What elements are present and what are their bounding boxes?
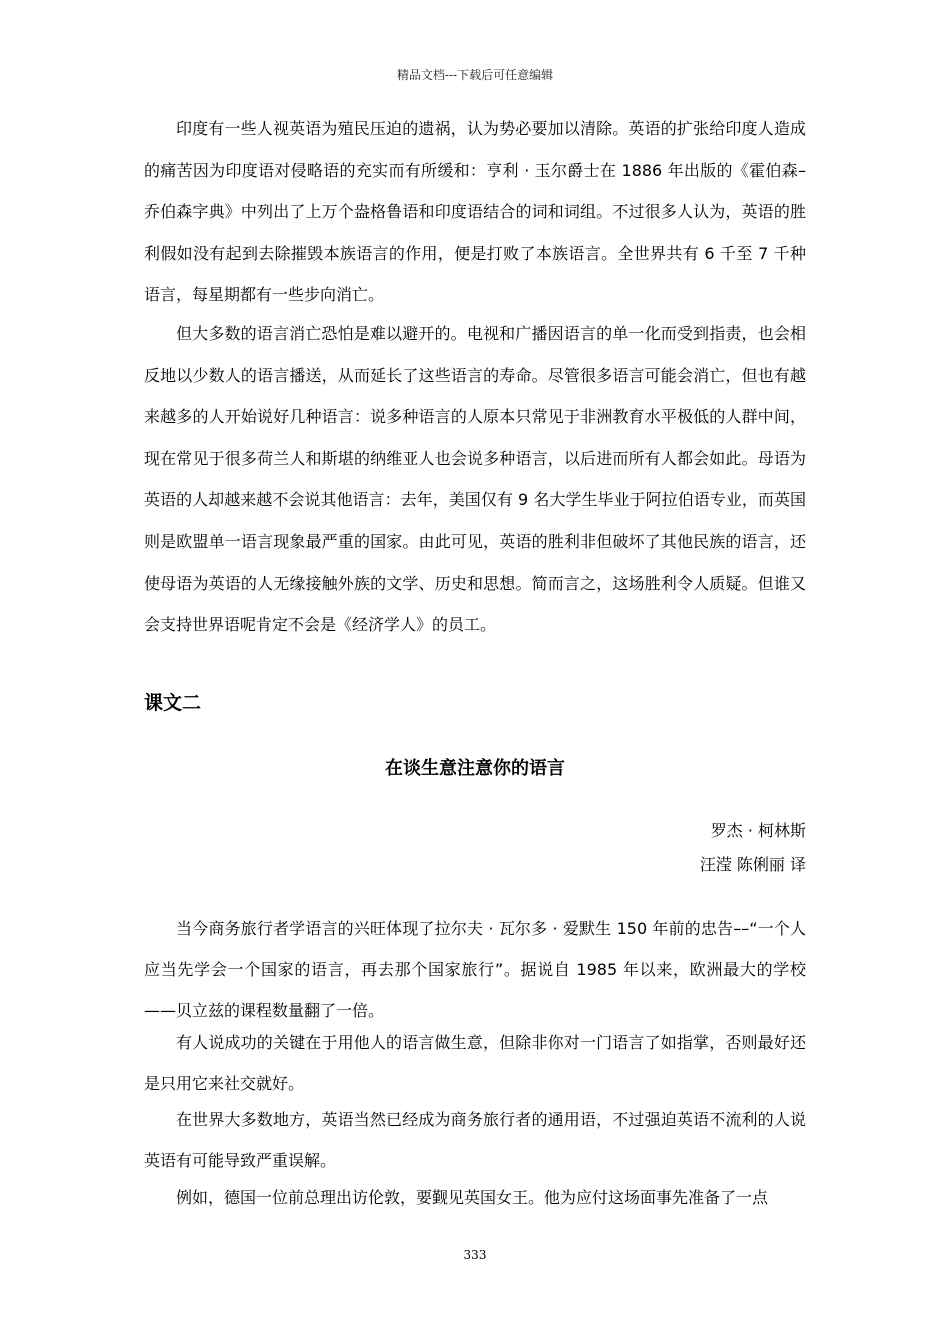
section-heading: 课文二 (144, 692, 202, 714)
paragraph-india-english: 印度有一些人视英语为殖民压迫的遗祸，认为势必要加以清除。英语的扩张给印度人造成的痛苦因为印度语对侵略语的充实而有所缓和：亨利 · 玉尔爵士在 1886 年出版的《霍伯森–乔伯森字典》中列出了上万个盎格鲁语和印度语结合的词和词组。不过很多人认为，英语的胜利假如没有起到去除摧毁本族语言的作用，便是打败了本族语言。全世界共有 6 千至 7 千种语言，每星期都有一些步向消亡。 (144, 119, 806, 305)
paragraph-language-extinction: 但大多数的语言消亡恐怕是难以避开的。电视和广播因语言的单一化而受到指责，也会相反地以少数人的语言播送，从而延长了这些语言的寿命。尽管很多语言可能会消亡，但也有越来越多的人开始说好几种语言：说多种语言的人原本只常见于非洲教育水平极低的人群中间，现在常见于很多荷兰人和斯堪的纳维亚人也会说多种语言，以后进而所有人都会如此。母语为英语的人却越来越不会说其他语言：去年，美国仅有 9 名大学生毕业于阿拉伯语专业，而英国则是欧盟单一语言现象最严重的国家。由此可见，英语的胜利非但破坏了其他民族的语言，还使母语为英语的人无缘接触外族的文学、历史和思想。简而言之，这场胜利令人质疑。但谁又会支持世界语呢肯定不会是《经济学人》的员工。 (144, 324, 806, 635)
article-title: 在谈生意注意你的语言 (385, 758, 565, 779)
paragraph-emerson-advice: 当今商务旅行者学语言的兴旺体现了拉尔夫 · 瓦尔多 · 爱默生 150 年前的忠告––“一个人应当先学会一个国家的语言，再去那个国家旅行”。据说自 1985 年以来，欧洲最大的学校——贝立兹的课程数量翻了一倍。 (144, 919, 806, 1020)
paragraph-business-language: 有人说成功的关键在于用他人的语言做生意，但除非你对一门语言了如指掌，否则最好还是只用它来社交就好。 (144, 1033, 806, 1093)
page-number: 333 (463, 1248, 487, 1262)
page-header: 精品文档---下载后可任意编辑 (396, 68, 554, 82)
author-line: 罗杰 · 柯林斯 (710, 821, 806, 840)
translator-line: 汪滢 陈俐丽 译 (699, 855, 806, 874)
paragraph-lingua-franca: 在世界大多数地方，英语当然已经成为商务旅行者的通用语，不过强迫英语不流利的人说英语有可能导致严重误解。 (144, 1110, 806, 1170)
paragraph-german-chancellor: 例如，德国一位前总理出访伦敦，要觐见英国女王。他为应付这场面事先准备了一点 (176, 1188, 769, 1207)
